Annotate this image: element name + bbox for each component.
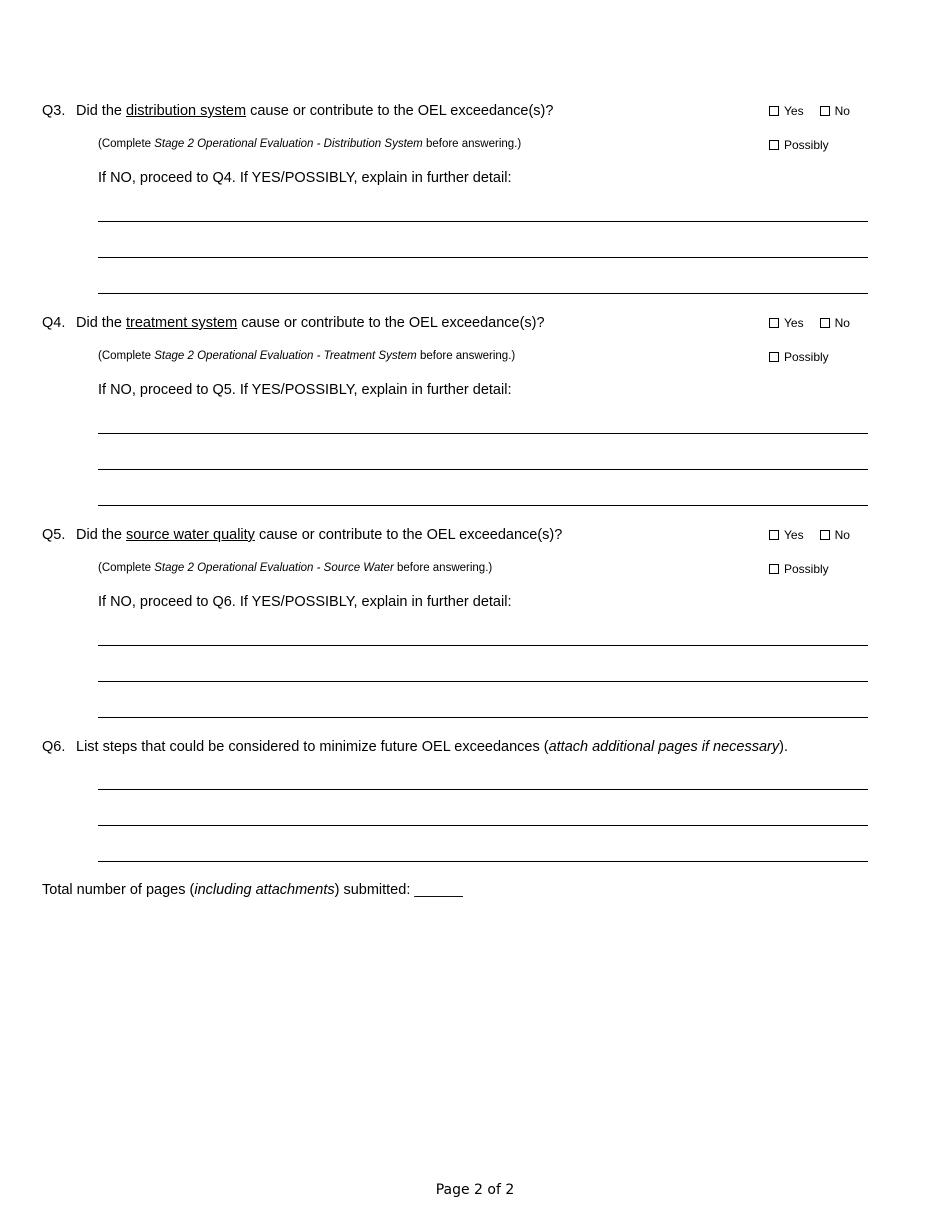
answer-line[interactable]: [98, 789, 868, 790]
question-number: Q5.: [42, 527, 66, 543]
q5-yes-checkbox[interactable]: Yes: [769, 528, 804, 542]
checkbox-icon: [820, 530, 830, 540]
answer-line[interactable]: [98, 681, 868, 682]
question-q3-note: (Complete Stage 2 Operational Evaluation - Distribution System before answering.): [98, 138, 522, 150]
q5-possibly-option: [769, 562, 845, 576]
page-number: Page 2 of 2: [435, 1182, 515, 1198]
question-subject: treatment system: [125, 315, 238, 331]
answer-line[interactable]: [98, 717, 868, 718]
question-number: Q3.: [42, 103, 66, 119]
q5-yes-no-options: [769, 528, 866, 542]
q3-no-checkbox[interactable]: No: [820, 104, 850, 118]
answer-line[interactable]: [98, 825, 868, 826]
question-q6: [42, 738, 872, 756]
checkbox-icon: [769, 140, 779, 150]
question-q6-text: Q6. List steps that could be considered to minimize future OEL exceedances (attach additional pages if necessary).: [42, 739, 788, 755]
checkbox-icon: [820, 318, 830, 328]
q4-possibly-checkbox[interactable]: Possibly: [769, 350, 829, 364]
answer-line[interactable]: [98, 645, 868, 646]
q5-possibly-checkbox[interactable]: Possibly: [769, 562, 829, 576]
q4-no-checkbox[interactable]: No: [820, 316, 850, 330]
question-q4: [42, 314, 872, 398]
answer-line[interactable]: [98, 433, 868, 434]
q4-possibly-option: [769, 350, 845, 364]
checkbox-icon: [769, 318, 779, 328]
q3-yes-no-options: [769, 104, 866, 118]
question-q5-instruction: If NO, proceed to Q6. If YES/POSSIBLY, explain in further detail:: [98, 594, 512, 610]
checkbox-icon: [769, 106, 779, 116]
question-q4-instruction: If NO, proceed to Q5. If YES/POSSIBLY, explain in further detail:: [98, 382, 512, 398]
q3-possibly-option: [769, 138, 845, 152]
question-subject: distribution system: [125, 103, 247, 119]
answer-line[interactable]: [98, 257, 868, 258]
q3-yes-checkbox[interactable]: Yes: [769, 104, 804, 118]
question-q3-instruction: If NO, proceed to Q4. If YES/POSSIBLY, explain in further detail:: [98, 170, 512, 186]
checkbox-icon: [820, 106, 830, 116]
checkbox-icon: [769, 530, 779, 540]
question-q5: [42, 526, 872, 610]
checkbox-icon: [769, 564, 779, 574]
question-subject: source water quality: [125, 527, 255, 543]
answer-line[interactable]: [98, 861, 868, 862]
answer-line[interactable]: [98, 469, 868, 470]
answer-line[interactable]: [98, 293, 868, 294]
q4-yes-no-options: [769, 316, 866, 330]
question-number: Q4.: [42, 315, 66, 331]
question-q3: [42, 102, 872, 186]
question-q4-text: Q4. Did the treatment system cause or contribute to the OEL exceedance(s)?: [42, 315, 545, 331]
checkbox-icon: [769, 352, 779, 362]
question-q5-text: Q5. Did the source water quality cause or contribute to the OEL exceedance(s)?: [42, 527, 563, 543]
question-number: Q6.: [42, 739, 66, 755]
question-q4-note: (Complete Stage 2 Operational Evaluation - Treatment System before answering.): [98, 350, 516, 362]
q3-possibly-checkbox[interactable]: Possibly: [769, 138, 829, 152]
q4-yes-checkbox[interactable]: Yes: [769, 316, 804, 330]
answer-line[interactable]: [98, 505, 868, 506]
total-pages-field[interactable]: Total number of pages (including attachments) submitted: ______: [42, 882, 463, 898]
q5-no-checkbox[interactable]: No: [820, 528, 850, 542]
question-q3-text: Q3. Did the distribution system cause or contribute to the OEL exceedance(s)?: [42, 103, 554, 119]
answer-line[interactable]: [98, 221, 868, 222]
question-q5-note: (Complete Stage 2 Operational Evaluation - Source Water before answering.): [98, 562, 493, 574]
